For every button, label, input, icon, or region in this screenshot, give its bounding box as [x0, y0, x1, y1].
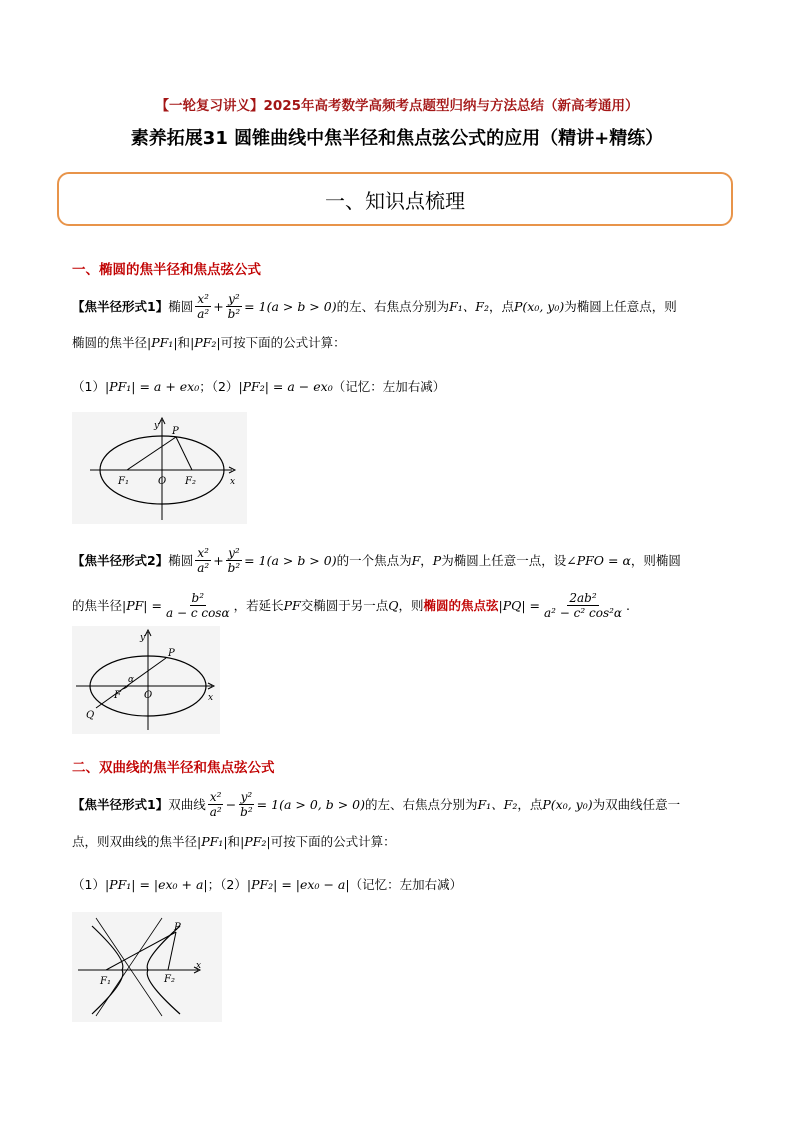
page-title: 素养拓展31 圆锥曲线中焦半径和焦点弦公式的应用（精讲+精练）	[130, 128, 664, 149]
ellipse-form2-line2: 的焦半径 |PF| = $\frac{\text{b²}}{\text{a − c cosα}}$ ，若延长 PF 交椭圆于另一点 Q ，则 椭圆的焦点弦 |PQ| = $\frac{\text{2ab²}}{\text{a² − c² cos²α}}$ .	[72, 591, 631, 620]
section-heading-hyperbola: 二、双曲线的焦半径和焦点弦公式	[72, 760, 275, 776]
section-heading-ellipse: 一、椭圆的焦半径和焦点弦公式	[72, 262, 261, 278]
ellipse-figure-1	[72, 412, 247, 524]
fraction: $\frac{\text{b²}}{\text{a − c cosα}}$	[165, 591, 230, 620]
ellipse-form1-line1: 【焦半径形式1】 椭圆 $\frac{\text{x²}}{\text{a²}}$ + $\frac{\text{y²}}{\text{b²}}$ = 1 (a > b > 0) 的左、右焦点分别为 F₁、F₂ ，点 P(x₀, y₀) 为椭圆上任意点，则	[72, 292, 677, 321]
fraction: $\frac{\text{x²}}{\text{a²}}$	[197, 546, 210, 575]
label-F2: F₂	[164, 974, 175, 985]
label-F1: F₁	[118, 476, 129, 487]
ellipse-figure-2	[72, 626, 220, 734]
ellipse-form2-line1: 【焦半径形式2】 椭圆 $\frac{\text{x²}}{\text{a²}}$ + $\frac{\text{y²}}{\text{b²}}$ = 1(a > b > 0) 的一个焦点为 F ， P 为椭圆上任意一点，设 ∠PFO = α ，则椭圆	[72, 546, 681, 575]
label-F2: F₂	[185, 476, 196, 487]
label-P: P	[168, 648, 175, 659]
label-F: F	[114, 690, 121, 701]
section-box	[57, 172, 733, 226]
series-title: 【一轮复习讲义】2025年高考数学高频考点题型归纳与方法总结（新高考通用）	[155, 98, 639, 114]
fraction: $\frac{\text{y²}}{\text{b²}}$	[227, 546, 241, 575]
label-y: y	[140, 633, 146, 643]
label-O: O	[144, 690, 153, 701]
fraction: $\frac{\text{y²}}{\text{b²}}$	[240, 790, 253, 819]
fraction: $\frac{\text{2ab²}}{\text{a² − c² cos²α}}$	[544, 591, 623, 620]
fraction: $\frac{\text{x²}}{\text{a²}}$	[209, 790, 222, 819]
hyperbola-form1-formulas: （1） |PF₁| = |ex₀ + a| ；（2） |PF₂| = |ex₀ − a| （记忆：左加右减）	[72, 877, 463, 892]
label-x: x	[196, 961, 202, 971]
label-x: x	[208, 693, 214, 703]
focal-chord-highlight: 椭圆的焦点弦	[423, 597, 499, 613]
label-Q: Q	[86, 710, 95, 721]
hyperbola-form1-line1: 【焦半径形式1】 双曲线 $\frac{\text{x²}}{\text{a²}}$ − $\frac{\text{y²}}{\text{b²}}$ = 1 (a > 0, b > 0) 的左、右焦点分别为 F₁、F₂ ，点 P(x₀, y₀) 为双曲线任意一	[72, 790, 681, 819]
label-P: P	[174, 922, 181, 933]
fraction: $\frac{\text{y²}}{\text{b²}}$	[227, 292, 241, 321]
hyperbola-figure	[72, 912, 222, 1022]
label-y: y	[154, 421, 160, 431]
label-alpha: α	[128, 675, 135, 685]
fraction: $\frac{\text{x²}}{\text{a²}}$	[197, 292, 210, 321]
label-F1: F₁	[100, 976, 111, 987]
ellipse-form1-formulas: （1） |PF₁| = a + ex₀ ；（2） |PF₂| = a − ex₀ （记忆：左加右减）	[72, 379, 446, 394]
box-title: 一、知识点梳理	[325, 188, 465, 213]
hyperbola-form1-line2: 点，则双曲线的焦半径 |PF₁| 和 |PF₂| 可按下面的公式计算：	[72, 834, 396, 849]
label-P: P	[172, 426, 179, 437]
label-O: O	[158, 476, 167, 487]
label-x: x	[230, 477, 236, 487]
ellipse-form1-line2: 椭圆的焦半径 |PF₁| 和 |PF₂| 可按下面的公式计算：	[72, 335, 346, 350]
